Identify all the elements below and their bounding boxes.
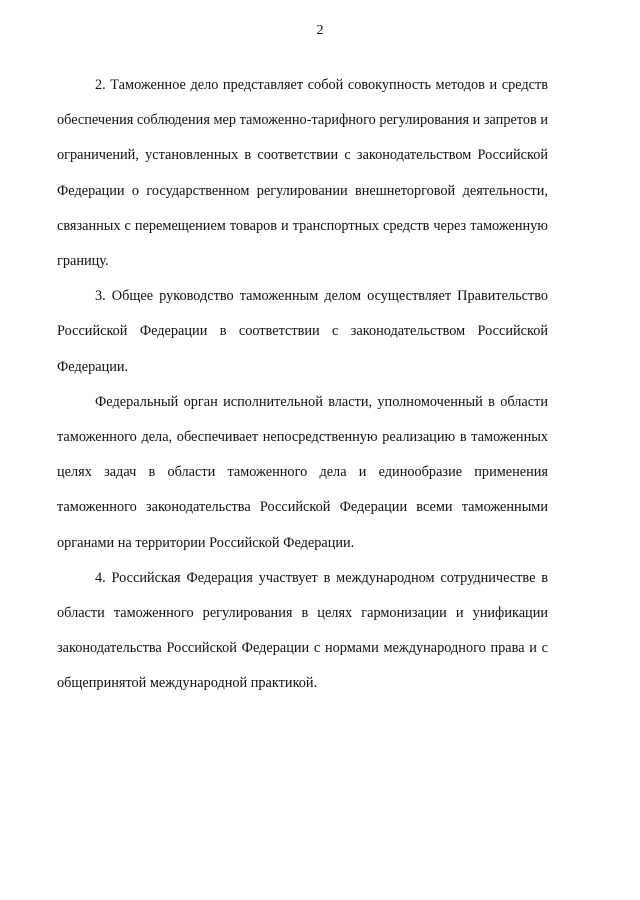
paragraph-item-3: 3. Общее руководство таможенным делом осуществляет Правительство Российской Федерации в соответствии с законодательством Российской Федерации. — [57, 288, 548, 375]
paragraph-item-4: 4. Российская Федерация участвует в международном сотрудничестве в области таможенного регулирования в целях гармонизации и унификации законодательства Российской Федерации с нормами международного права и с общепринятой международной практикой. — [57, 569, 548, 692]
page-number: 2 — [316, 23, 324, 38]
paragraph-federal-authority: Федеральный орган исполнительной власти, уполномоченный в области таможенного дела, обеспечивает непосредственную реализацию в таможенных целях задач в области таможенного дела и единообразие применения таможенного законодательства Российской Федерации всеми таможенными органами на территории Российской Федерации. — [57, 393, 548, 551]
paragraph-item-2: 2. Таможенное дело представляет собой совокупность методов и средств обеспечения соблюдения мер таможенно-тарифного регулирования и запретов и ограничений, установленных в соответствии с законодательством Российской Федерации о государственном регулировании внешнеторговой деятельности, связанных с перемещением товаров и транспортных средств через таможенную границу. — [57, 77, 548, 270]
document-body — [57, 68, 548, 702]
